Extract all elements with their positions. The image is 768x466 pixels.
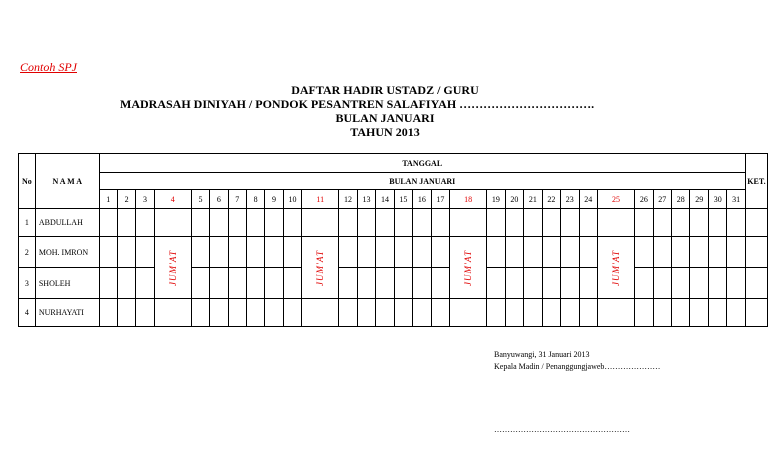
ket-cell[interactable] <box>745 299 767 327</box>
attendance-cell[interactable] <box>413 268 431 299</box>
contoh-spj-label: Contoh SPJ <box>20 60 77 74</box>
day-header-30: 30 <box>708 190 726 209</box>
attendance-cell[interactable] <box>431 268 449 299</box>
day-header-31: 31 <box>727 190 745 209</box>
attendance-cell[interactable] <box>708 209 726 237</box>
jumat-cell-25 <box>597 237 634 299</box>
attendance-cell[interactable] <box>136 268 154 299</box>
attendance-cell[interactable] <box>635 209 653 237</box>
attendance-cell[interactable] <box>357 209 375 237</box>
day-header-22: 22 <box>542 190 560 209</box>
day-header-16: 16 <box>413 190 431 209</box>
attendance-cell[interactable] <box>431 237 449 268</box>
attendance-cell[interactable] <box>450 299 487 327</box>
day-header-25: 25 <box>597 190 634 209</box>
attendance-cell[interactable] <box>579 299 597 327</box>
attendance-cell[interactable] <box>339 209 357 237</box>
jumat-cell-18 <box>450 237 487 299</box>
attendance-cell[interactable] <box>487 299 505 327</box>
day-header-3: 3 <box>136 190 154 209</box>
attendance-cell[interactable] <box>653 268 671 299</box>
day-header-12: 12 <box>339 190 357 209</box>
day-header-29: 29 <box>690 190 708 209</box>
attendance-cell[interactable] <box>246 237 264 268</box>
col-header-nama: N A M A <box>35 154 99 209</box>
attendance-cell[interactable] <box>302 209 339 237</box>
attendance-cell[interactable] <box>505 299 523 327</box>
attendance-cell[interactable] <box>154 299 191 327</box>
attendance-cell[interactable] <box>339 299 357 327</box>
day-header-4: 4 <box>154 190 191 209</box>
attendance-cell[interactable] <box>265 299 283 327</box>
attendance-cell[interactable] <box>394 237 412 268</box>
attendance-cell[interactable] <box>524 209 542 237</box>
attendance-cell[interactable] <box>431 299 449 327</box>
attendance-cell[interactable] <box>487 268 505 299</box>
jumat-label: JUM'AT <box>315 249 326 286</box>
attendance-cell[interactable] <box>99 237 117 268</box>
attendance-cell[interactable] <box>283 268 301 299</box>
day-header-6: 6 <box>210 190 228 209</box>
day-header-14: 14 <box>376 190 394 209</box>
attendance-cell[interactable] <box>672 299 690 327</box>
attendance-cell[interactable] <box>579 237 597 268</box>
attendance-cell[interactable] <box>579 209 597 237</box>
attendance-cell[interactable] <box>690 209 708 237</box>
day-header-15: 15 <box>394 190 412 209</box>
row-no: 1 <box>19 209 36 237</box>
attendance-cell[interactable] <box>708 299 726 327</box>
row-no: 3 <box>19 268 36 299</box>
day-header-7: 7 <box>228 190 246 209</box>
header-row-tanggal <box>19 154 768 173</box>
col-header-tanggal: TANGGAL <box>99 154 745 173</box>
attendance-cell[interactable] <box>727 237 745 268</box>
signature-role: Kepala Madin / Penanggungjaweb………………… <box>494 362 661 371</box>
attendance-cell[interactable] <box>505 237 523 268</box>
attendance-cell[interactable] <box>136 209 154 237</box>
attendance-cell[interactable] <box>542 299 560 327</box>
attendance-cell[interactable] <box>672 237 690 268</box>
attendance-cell[interactable] <box>413 237 431 268</box>
day-header-17: 17 <box>431 190 449 209</box>
attendance-cell[interactable] <box>597 299 634 327</box>
attendance-cell[interactable] <box>653 209 671 237</box>
attendance-cell[interactable] <box>690 268 708 299</box>
attendance-cell[interactable] <box>561 299 579 327</box>
attendance-cell[interactable] <box>302 299 339 327</box>
attendance-cell[interactable] <box>376 299 394 327</box>
attendance-cell[interactable] <box>99 209 117 237</box>
attendance-cell[interactable] <box>376 268 394 299</box>
signature-place-date: Banyuwangi, 31 Januari 2013 <box>494 350 590 359</box>
attendance-cell[interactable] <box>597 209 634 237</box>
attendance-cell[interactable] <box>228 268 246 299</box>
attendance-cell[interactable] <box>99 299 117 327</box>
attendance-cell[interactable] <box>394 299 412 327</box>
attendance-cell[interactable] <box>357 237 375 268</box>
attendance-cell[interactable] <box>487 209 505 237</box>
attendance-cell[interactable] <box>431 209 449 237</box>
attendance-cell[interactable] <box>690 299 708 327</box>
ket-cell[interactable] <box>745 237 767 268</box>
attendance-cell[interactable] <box>191 299 209 327</box>
jumat-label: JUM'AT <box>463 249 474 286</box>
attendance-cell[interactable] <box>653 299 671 327</box>
attendance-cell[interactable] <box>579 268 597 299</box>
signature-blank-line: …………………………………………… <box>494 425 630 434</box>
attendance-cell[interactable] <box>265 237 283 268</box>
attendance-cell[interactable] <box>635 268 653 299</box>
attendance-cell[interactable] <box>228 237 246 268</box>
day-header-10: 10 <box>283 190 301 209</box>
attendance-cell[interactable] <box>117 237 135 268</box>
day-header-27: 27 <box>653 190 671 209</box>
jumat-label: JUM'AT <box>167 249 178 286</box>
day-header-13: 13 <box>357 190 375 209</box>
jumat-label: JUM'AT <box>611 249 622 286</box>
attendance-cell[interactable] <box>376 237 394 268</box>
attendance-cell[interactable] <box>561 268 579 299</box>
day-header-28: 28 <box>672 190 690 209</box>
attendance-cell[interactable] <box>727 209 745 237</box>
attendance-cell[interactable] <box>191 237 209 268</box>
attendance-cell[interactable] <box>727 268 745 299</box>
attendance-cell[interactable] <box>246 268 264 299</box>
row-nama: NURHAYATI <box>35 299 99 327</box>
attendance-cell[interactable] <box>246 299 264 327</box>
attendance-cell[interactable] <box>542 268 560 299</box>
day-header-23: 23 <box>561 190 579 209</box>
attendance-cell[interactable] <box>542 209 560 237</box>
day-header-5: 5 <box>191 190 209 209</box>
day-header-18: 18 <box>450 190 487 209</box>
attendance-cell[interactable] <box>635 237 653 268</box>
attendance-cell[interactable] <box>154 209 191 237</box>
attendance-cell[interactable] <box>210 299 228 327</box>
attendance-cell[interactable] <box>210 237 228 268</box>
attendance-cell[interactable] <box>524 268 542 299</box>
attendance-cell[interactable] <box>376 209 394 237</box>
attendance-cell[interactable] <box>246 209 264 237</box>
attendance-cell[interactable] <box>672 209 690 237</box>
attendance-cell[interactable] <box>394 209 412 237</box>
attendance-cell[interactable] <box>450 209 487 237</box>
attendance-cell[interactable] <box>265 268 283 299</box>
attendance-cell[interactable] <box>117 299 135 327</box>
col-header-no: No <box>19 154 36 209</box>
attendance-cell[interactable] <box>561 237 579 268</box>
attendance-cell[interactable] <box>413 209 431 237</box>
col-header-ket: KET. <box>745 154 767 209</box>
attendance-cell[interactable] <box>561 209 579 237</box>
attendance-cell[interactable] <box>228 299 246 327</box>
row-no: 2 <box>19 237 36 268</box>
attendance-table <box>18 153 768 327</box>
attendance-cell[interactable] <box>394 268 412 299</box>
attendance-cell[interactable] <box>136 237 154 268</box>
attendance-cell[interactable] <box>283 209 301 237</box>
title-daftar-hadir: DAFTAR HADIR USTADZ / GURU <box>291 83 479 97</box>
attendance-cell[interactable] <box>672 268 690 299</box>
attendance-cell[interactable] <box>357 299 375 327</box>
title-bulan: BULAN JANUARI <box>335 111 435 125</box>
table-row <box>19 268 768 299</box>
col-header-bulan: BULAN JANUARI <box>99 173 745 190</box>
attendance-cell[interactable] <box>635 299 653 327</box>
day-header-2: 2 <box>117 190 135 209</box>
header-row-days <box>19 190 768 209</box>
attendance-cell[interactable] <box>708 237 726 268</box>
day-header-19: 19 <box>487 190 505 209</box>
attendance-cell[interactable] <box>99 268 117 299</box>
attendance-cell[interactable] <box>283 237 301 268</box>
day-header-24: 24 <box>579 190 597 209</box>
attendance-cell[interactable] <box>690 237 708 268</box>
header-row-bulan <box>19 173 768 190</box>
day-header-20: 20 <box>505 190 523 209</box>
attendance-cell[interactable] <box>542 237 560 268</box>
row-nama: ABDULLAH <box>35 209 99 237</box>
attendance-cell[interactable] <box>708 268 726 299</box>
attendance-cell[interactable] <box>228 209 246 237</box>
attendance-cell[interactable] <box>210 209 228 237</box>
attendance-cell[interactable] <box>505 209 523 237</box>
attendance-cell[interactable] <box>191 209 209 237</box>
day-header-21: 21 <box>524 190 542 209</box>
attendance-cell[interactable] <box>265 209 283 237</box>
row-nama: MOH. IMRON <box>35 237 99 268</box>
table-row <box>19 237 768 268</box>
attendance-cell[interactable] <box>210 268 228 299</box>
attendance-cell[interactable] <box>653 237 671 268</box>
attendance-cell[interactable] <box>524 299 542 327</box>
day-header-11: 11 <box>302 190 339 209</box>
day-header-1: 1 <box>99 190 117 209</box>
jumat-cell-11 <box>302 237 339 299</box>
attendance-cell[interactable] <box>191 268 209 299</box>
attendance-cell[interactable] <box>136 299 154 327</box>
day-header-8: 8 <box>246 190 264 209</box>
attendance-cell[interactable] <box>727 299 745 327</box>
attendance-cell[interactable] <box>117 209 135 237</box>
row-no: 4 <box>19 299 36 327</box>
table-row <box>19 299 768 327</box>
attendance-cell[interactable] <box>357 268 375 299</box>
title-madrasah: MADRASAH DINIYAH / PONDOK PESANTREN SALAFIYAH ……………………………. <box>120 97 595 111</box>
ket-cell[interactable] <box>745 209 767 237</box>
attendance-cell[interactable] <box>487 237 505 268</box>
attendance-cell[interactable] <box>117 268 135 299</box>
attendance-cell[interactable] <box>283 299 301 327</box>
attendance-cell[interactable] <box>339 268 357 299</box>
attendance-cell[interactable] <box>524 237 542 268</box>
table-row <box>19 209 768 237</box>
ket-cell[interactable] <box>745 268 767 299</box>
attendance-cell[interactable] <box>505 268 523 299</box>
day-header-26: 26 <box>635 190 653 209</box>
day-header-9: 9 <box>265 190 283 209</box>
title-tahun: TAHUN 2013 <box>350 125 420 139</box>
attendance-cell[interactable] <box>339 237 357 268</box>
jumat-cell-4 <box>154 237 191 299</box>
row-nama: SHOLEH <box>35 268 99 299</box>
attendance-cell[interactable] <box>413 299 431 327</box>
